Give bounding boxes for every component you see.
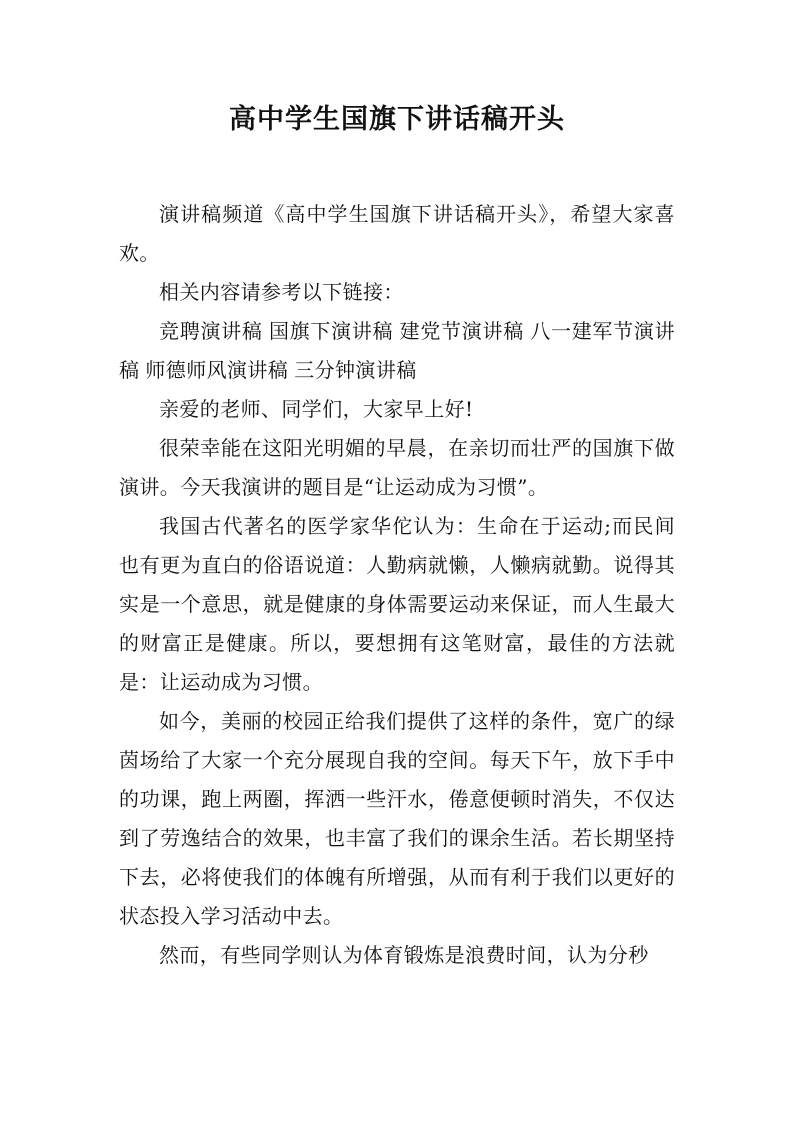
intro-paragraph: 演讲稿频道《高中学生国旗下讲话稿开头》，希望大家喜欢。 bbox=[119, 202, 675, 265]
link-item[interactable]: 师德师风演讲稿 bbox=[145, 358, 289, 382]
related-links bbox=[119, 312, 675, 390]
body-paragraph: 我国古代著名的医学家华佗认为：生命在于运动;而民间也有更为直白的俗语说道：人勤病就懒，人懒病就勤。说得其实是一个意思，就是健康的身体需要运动来保证，而人生最大的财富正是健康。所以，要想拥有这笔财富，最佳的方法就是：让运动成为习惯。 bbox=[119, 514, 675, 694]
link-item[interactable]: 三分钟演讲稿 bbox=[294, 358, 417, 382]
link-item[interactable]: 国旗下演讲稿 bbox=[268, 319, 394, 343]
body-paragraph: 如今，美丽的校园正给我们提供了这样的条件，宽广的绿茵场给了大家一个充分展现自我的空间。每天下午，放下手中的功课，跑上两圈，挥洒一些汗水，倦意便顿时消失，不仅达到了劳逸结合的效果，也丰富了我们的课余生活。若长期坚持下去，必将使我们的体魄有所增强，从而有利于我们以更好的状态投入学习活动中去。 bbox=[119, 709, 675, 928]
greeting-paragraph: 亲爱的老师、同学们，大家早上好! bbox=[159, 397, 474, 421]
link-item[interactable]: 建党节演讲稿 bbox=[399, 319, 524, 343]
body-paragraph: 然而，有些同学则认为体育锻炼是浪费时间，认为分秒 bbox=[159, 943, 649, 967]
body-paragraph: 很荣幸能在这阳光明媚的早晨，在亲切而壮严的国旗下做演讲。今天我演讲的题目是“让运动成为习惯”。 bbox=[119, 436, 675, 499]
link-item[interactable]: 八一建军节演讲稿 bbox=[119, 319, 675, 382]
document-title: 高中学生国旗下讲话稿开头 bbox=[229, 104, 565, 135]
document-body bbox=[119, 195, 675, 975]
link-item[interactable]: 竞聘演讲稿 bbox=[159, 319, 263, 343]
links-label: 相关内容请参考以下链接： bbox=[159, 280, 404, 304]
